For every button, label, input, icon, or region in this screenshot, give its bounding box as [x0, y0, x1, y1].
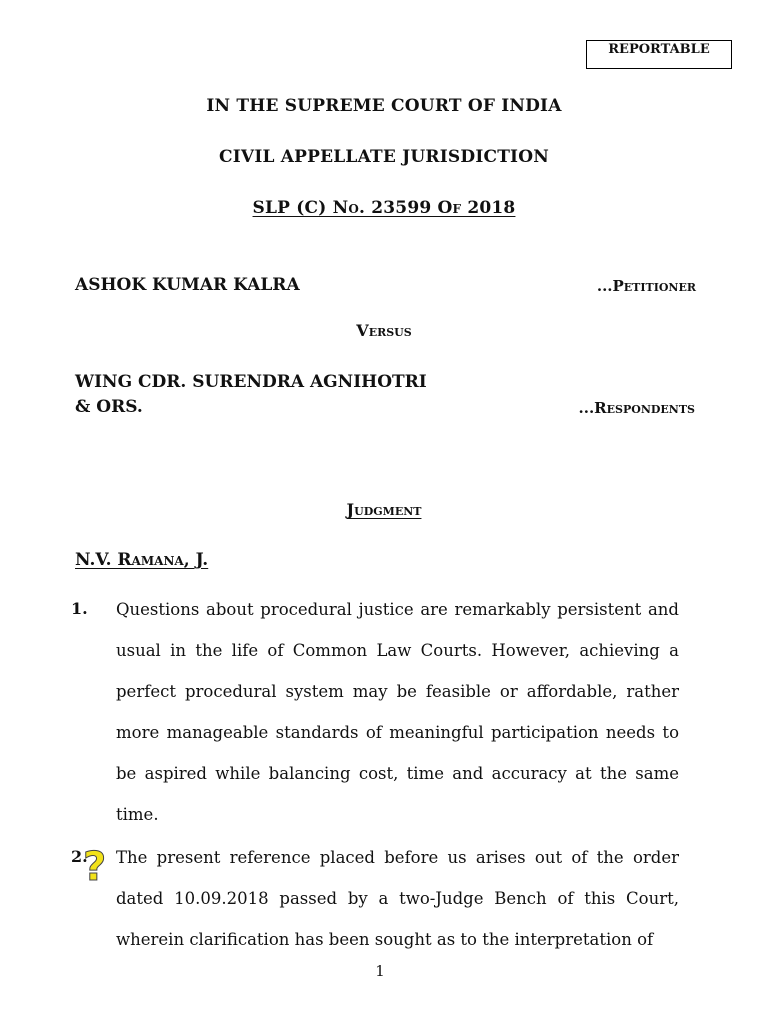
- petitioner-name: ASHOK KUMAR KALRA: [75, 275, 300, 295]
- versus-text: Versus: [356, 321, 412, 340]
- page-number: 1: [375, 962, 385, 980]
- judgment-heading: [0, 500, 768, 519]
- court-title: IN THE SUPREME COURT OF INDIA: [206, 96, 562, 116]
- paragraph-number: 1.: [71, 599, 88, 618]
- paragraph-text: Questions about procedural justice are remarkably persistent and usual in the life of Common Law Courts. However, achieving a perfect procedural system may be feasible or affordable, rather more manageable standards of meaningful participation needs to be aspired while balancing cost, time and accuracy at the same time.: [116, 600, 679, 824]
- jurisdiction-title: CIVIL APPELLATE JURISDICTION: [219, 147, 549, 167]
- paragraph-1: [116, 589, 679, 835]
- judgment-heading-text: Judgment: [346, 500, 422, 519]
- versus-line: [0, 321, 768, 340]
- respondent-role: ...Respondents: [578, 399, 695, 417]
- respondent-name-line1: WING CDR. SURENDRA AGNIHOTRI: [75, 372, 427, 392]
- case-number-text: SLP (C) No. 23599 Of 2018: [252, 198, 516, 218]
- judge-name-text: N.V. Ramana, J.: [75, 550, 209, 570]
- case-number: [0, 198, 768, 218]
- petitioner-role: ...Petitioner: [596, 277, 696, 295]
- respondent-name-line2: & ORS.: [75, 397, 143, 417]
- paragraph-number: 2.: [71, 847, 88, 866]
- paragraph-2: [116, 837, 679, 957]
- paragraph-text: The present reference placed before us arises out of the order dated 10.09.2018 passed by a two-Judge Bench of this Court, wherein clarification has been sought as to the interpretation of: [116, 848, 679, 949]
- judge-name: [75, 550, 208, 570]
- reportable-badge: REPORTABLE: [586, 40, 732, 69]
- question-mark-icon: ?: [83, 844, 107, 890]
